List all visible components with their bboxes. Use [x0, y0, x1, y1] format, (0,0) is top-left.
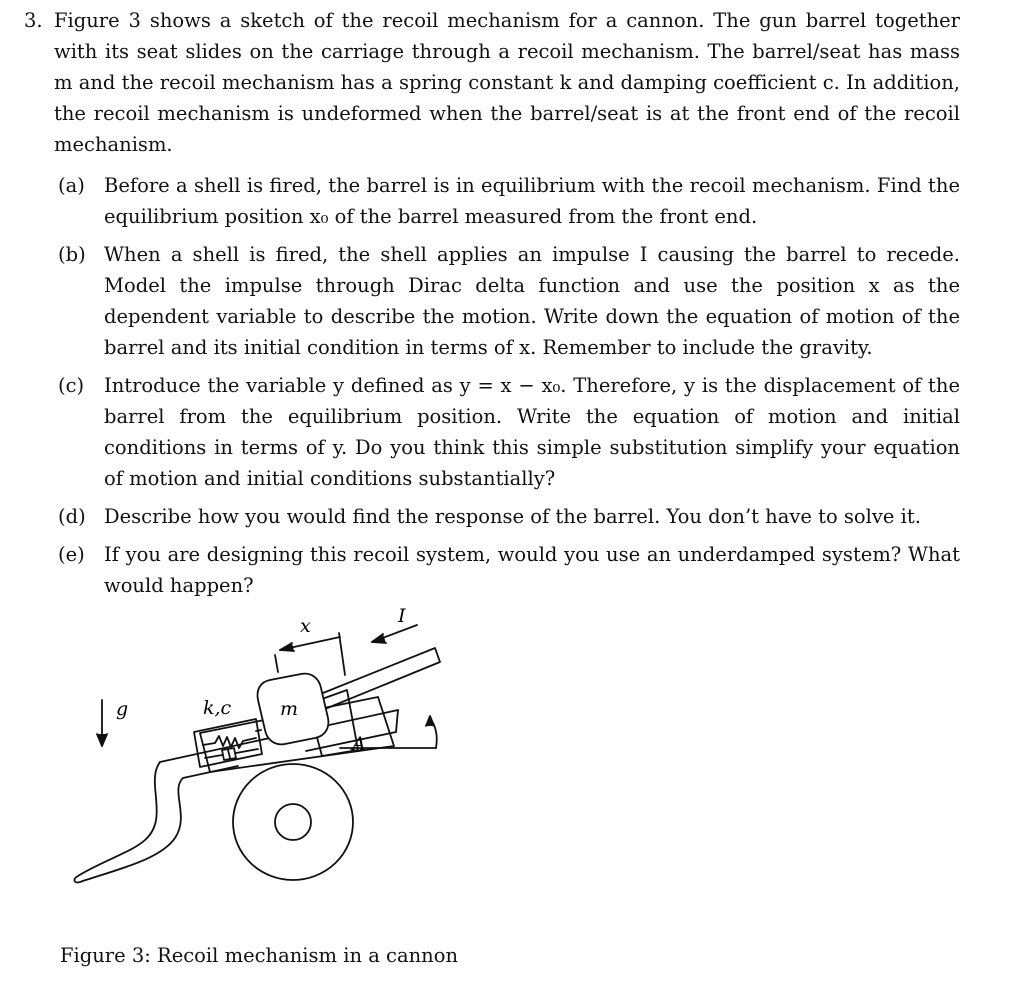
gravity-arrowhead: [97, 734, 107, 746]
x-dim-tick-right: [339, 633, 345, 675]
damper-piston: [228, 750, 230, 758]
problem-number: 3.: [24, 9, 43, 32]
part-text: If you are designing this recoil system, would you use an underdamped system? What would happen?: [104, 543, 960, 597]
part-text: Before a shell is fired, the barrel is in equilibrium with the recoil mechanism. Find the equilibrium position x₀ of the barrel measured from the front end.: [104, 174, 960, 228]
label-kc: k,c: [203, 697, 232, 719]
problem-parts: [58, 170, 960, 601]
part-label: (a): [58, 174, 85, 197]
label-impulse: I: [398, 605, 406, 627]
part-b: [58, 239, 960, 363]
part-text: Describe how you would find the response of the barrel. You don’t have to solve it.: [104, 505, 921, 528]
cannon-sketch: [60, 600, 480, 900]
part-e: [58, 539, 960, 601]
label-mass: m: [280, 698, 299, 720]
mechanism-mass-link: [256, 730, 261, 731]
part-label: (d): [58, 505, 86, 528]
carriage-front-end: [396, 710, 398, 732]
part-a: [58, 170, 960, 232]
damper-rod-left: [205, 755, 222, 758]
part-text: When a shell is fired, the shell applies an impulse I causing the barrel to recede. Model the impulse through Dirac delta function and use the position x as the dependent variable to describe the motion. Write down the equation of motion of the barrel and its initial condition in terms of x. Remember to include the gravity.: [104, 243, 960, 359]
part-text: Introduce the variable y defined as y = x − x₀. Therefore, y is the displacement of the barrel from the equilibrium position. Write the equation of motion and initial conditions in terms of y. Do you think this simple substitution simplify your equation of motion and initial conditions substantially?: [104, 374, 960, 490]
recoil-figure: [60, 600, 480, 900]
figure-caption: Figure 3: Recoil mechanism in a cannon: [60, 944, 459, 967]
x-dim-tick-left: [275, 655, 278, 672]
impulse-arrowhead: [372, 634, 386, 643]
problem-3: [24, 5, 960, 608]
label-a: A: [352, 733, 366, 755]
part-label: (c): [58, 374, 85, 397]
part-c: [58, 370, 960, 494]
part-label: (e): [58, 543, 85, 566]
x-dim-arrowhead: [280, 643, 294, 651]
problem-header: [24, 5, 960, 160]
part-d: [58, 501, 960, 532]
problem-intro: Figure 3 shows a sketch of the recoil mechanism for a cannon. The gun barrel together with its seat slides on the carriage through a recoil mechanism. The barrel/seat has mass m and the recoil mechanism has a spring constant k and damping coefficient c. In addition, the recoil mechanism is undeformed when the barrel/seat is at the front end of the recoil mechanism.: [54, 9, 960, 156]
part-label: (b): [58, 243, 86, 266]
angle-arrowhead: [426, 716, 434, 726]
label-x: x: [300, 615, 311, 637]
label-gravity: g: [116, 698, 129, 720]
damper-rod-right: [236, 749, 258, 753]
cannon-wheel: [233, 764, 353, 880]
cannon-trail: [74, 762, 183, 882]
